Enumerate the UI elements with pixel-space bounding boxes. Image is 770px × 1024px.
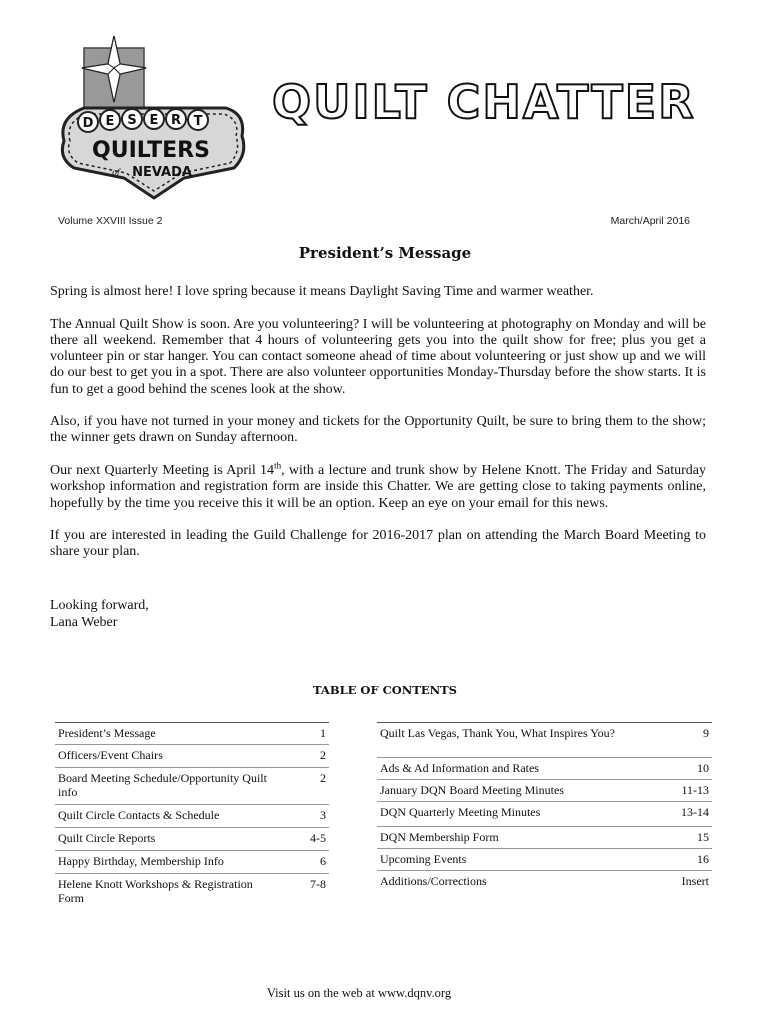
toc-entry-title: Quilt Circle Reports — [58, 831, 156, 845]
newsletter-title: QUILT CHATTER — [272, 75, 696, 129]
toc-entry — [377, 871, 712, 901]
toc-entry-title: Helene Knott Workshops & Registration Form — [58, 877, 253, 905]
toc-entry-page: 2 — [320, 748, 326, 762]
footer-website: Visit us on the web at www.dqnv.org — [266, 986, 452, 1000]
toc-entry — [55, 805, 329, 828]
toc-entry-page: 16 — [697, 852, 709, 866]
paragraph-text: Our next Quarterly Meeting is April 14 — [50, 463, 275, 479]
issue-date: March/April 2016 — [610, 215, 690, 227]
logo-letter: R — [170, 113, 182, 128]
toc-entry — [377, 780, 712, 802]
toc-entry-page: 10 — [697, 761, 709, 775]
presidents-message-body — [50, 284, 706, 577]
toc-entry-page: 6 — [320, 854, 326, 868]
toc-entry-title: DQN Membership Form — [380, 830, 499, 844]
toc-title: TABLE OF CONTENTS — [313, 683, 457, 697]
toc-entry-title: DQN Quarterly Meeting Minutes — [380, 805, 541, 819]
ordinal-suffix: th — [274, 460, 282, 471]
svg-text:QUILTERS: QUILTERS — [92, 138, 210, 163]
paragraph-text: , with a lecture and trunk show by Helene Knott. The Friday and Saturday workshop information and registration form are inside this Chatter. We are getting close to taking payments online, hopefully by the time you receive this it will be an option. Keep an eye on your email for this news. — [50, 463, 706, 511]
toc-entry — [377, 723, 712, 758]
paragraph: If you are interested in leading the Guild Challenge for 2016-2017 plan on attending the March Board Meeting to share your plan. — [50, 528, 706, 560]
paragraph: The Annual Quilt Show is soon. Are you volunteering? I will be volunteering at photography on Monday and will be there all weekend. Remember that 4 hours of volunteering gets you into the quilt show for free; plus you get a volunteer pin or star hanger. You can contact someone ahead of time about volunteering or just show up and we will do our best to get you in a spot. There are also volunteer opportunities Monday-Thursday before the show starts. It is fun to get a good behind the scenes look at the show. — [50, 316, 706, 397]
toc-entry-page: 4-5 — [310, 831, 326, 845]
toc-entry — [377, 827, 712, 849]
closing: Looking forward, — [50, 598, 149, 613]
toc-right-column — [377, 722, 712, 901]
toc-entry-title: Quilt Circle Contacts & Schedule — [58, 808, 220, 822]
paragraph: Spring is almost here! I love spring because it means Daylight Saving Time and warmer weather. — [50, 284, 594, 299]
logo-letter: D — [82, 116, 94, 131]
toc-entry-page: 2 — [320, 771, 326, 785]
toc-entry-title: Upcoming Events — [380, 852, 467, 866]
toc-entry-title: Board Meeting Schedule/Opportunity Quilt info — [58, 771, 267, 799]
toc-entry-page: 9 — [703, 726, 709, 740]
toc-entry-title: Quilt Las Vegas, Thank You, What Inspires You? — [380, 726, 616, 740]
toc-entry-page: 13-14 — [681, 805, 709, 819]
logo-letter: T — [193, 114, 203, 129]
toc-entry — [55, 768, 329, 805]
toc-entry-page: 7-8 — [310, 877, 326, 891]
toc-entry-title: Officers/Event Chairs — [58, 748, 163, 762]
toc-entry — [55, 851, 329, 874]
toc-left-column — [55, 722, 329, 914]
toc-entry — [377, 758, 712, 780]
toc-entry-page: 11-13 — [681, 783, 709, 797]
logo-letter: S — [127, 113, 137, 128]
toc-entry-page: 1 — [320, 726, 326, 740]
desert-quilters-logo — [54, 36, 254, 210]
toc-entry — [377, 802, 712, 827]
paragraph: Also, if you have not turned in your money and tickets for the Opportunity Quilt, be sure to bring them to the show; the winner gets drawn on Sunday afternoon. — [50, 414, 706, 446]
toc-entry-page: 15 — [697, 830, 709, 844]
svg-text:of: of — [112, 168, 120, 177]
toc-entry-title: January DQN Board Meeting Minutes — [380, 783, 564, 797]
volume-issue: Volume XXVIII Issue 2 — [58, 215, 163, 227]
toc-entry-page: Insert — [681, 874, 709, 888]
toc-entry — [377, 849, 712, 871]
logo-letter: E — [105, 114, 115, 129]
toc-entry-title: President’s Message — [58, 726, 156, 740]
paragraph — [50, 460, 706, 512]
toc-entry — [55, 723, 329, 745]
signature-name: Lana Weber — [50, 614, 118, 630]
logo-letter: E — [149, 113, 159, 128]
svg-text:NEVADA: NEVADA — [132, 165, 192, 180]
signature-block — [50, 598, 149, 631]
presidents-message-heading: President’s Message — [298, 244, 472, 262]
toc-entry-title: Additions/Corrections — [380, 874, 487, 888]
toc-entry-title: Happy Birthday, Membership Info — [58, 854, 224, 868]
toc-entry-title: Ads & Ad Information and Rates — [380, 761, 539, 775]
toc-entry — [55, 828, 329, 851]
toc-entry-page: 3 — [320, 808, 326, 822]
toc-entry — [55, 745, 329, 768]
toc-entry — [55, 874, 329, 914]
